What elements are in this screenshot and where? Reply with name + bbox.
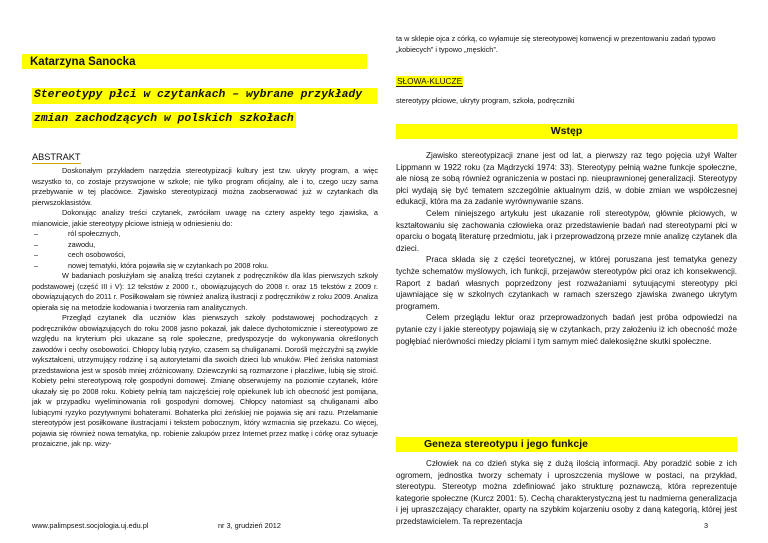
body-paragraph: Celem przeglądu lektur oraz przeprowadzonych badań jest próba odpowiedzi na pytanie czy i jakie stereotypy pojawiają się w czytankach, przy założeniu iż ich obecność może pogłębiać nierówności miedzy płciami i tym samym mieć dalekosiężne skutki społeczne.	[396, 313, 737, 346]
section-heading-genesis: Geneza stereotypu i jego funkcje	[396, 437, 737, 452]
body-paragraph: Zjawisko stereotypizacji znane jest od lat, a pierwszy raz tego pojęcia użył Walter Lippmann w 1922 roku (za Mądrzycki 1974: 33). Stereotypy pełnią ważne funkcje społeczne, ale niosą ze sobą również ograniczenia w postaci np. nieuprawnionej generalizacji. Stereotypy płci wydają się być tematem szczególnie aktualnym dziś, w dobie zmian we współczesnej edukacji, która ma za zadanie wyrównywanie szans.	[396, 151, 737, 207]
genesis-body	[396, 458, 737, 528]
footer-url: www.palimpsest.socjologia.uj.edu.pl	[32, 521, 149, 530]
abstract-paragraph: Doskonałym przykładem narzędzia stereotypizacji kultury jest tzw. ukryty program, a więc wszystko to, co zostaje przyswojone w szkole; nie tylko program oficjalny, ale i to, czego uczy sama przebywanie w tej placówce. Zjawisko stereotypizacji można zaobserwować już w czytankach dla pierwszoklasistów.	[32, 166, 378, 207]
body-paragraph: Celem niniejszego artykułu jest ukazanie roli stereotypów, głównie płciowych, w kształtowaniu się zachowania człowieka oraz przedstawienie badań nad stereotypami płci w oparciu o bogatą literaturę przedmiotu, jak i przeprowadzoną przeze mnie analizę czytanek dla dzieci.	[396, 208, 737, 253]
list-item: – ról społecznych,	[32, 229, 378, 240]
footer-issue: nr 3, grudzień 2012	[218, 521, 281, 530]
keywords-heading: SŁOWA-KLUCZE	[397, 76, 463, 86]
abstract-paragraph: Przegląd czytanek dla uczniów klas pierwszych szkoły podstawowej pochodzących z podręczników obowiązujących do roku 2008 jasno pokazał, jak dalece dychotomicznie i stereotypowo ze względu na kryterium płci ukazane są role społeczne, predyspozycje do wykonywania określonych zawodów i cechy osobowości. Chłopcy lubią ryzyko, czasem są chuliganami. Dorośli mężczyźni są zwykle wykształceni, utrzymujący rodzinę i są autorytetami dla swoich dzieci lub wnuków. Płeć żeńska natomiast przedstawiona jest w sposób mniej zróżnicowany. Dziewczynki są rozmarzone i płaczliwe, lubią się stroić. Kobiety pełni stereotypową rolę gospodyni domowej. Zmianę obserwujemy na poziomie czytanek, które ukazały się po 2008 roku. Kobiety pełnią tam najczęściej rolę opiekunek lub ich obecność jest pomijana, jak w przypadku wyeliminowania roli gospodyni domowej. Chłopcy natomiast są chuliganami albo lubiącymi ryzyko pozytywnymi bohaterami. Bohaterka płci żeńskiej nie pojawia się ani razu. Przełamanie stereotypów jest posiłkowane ilustracjami i tekstem pobocznym, który wzmacnia się przekazu. Co więcej, pojawia się również nowa tematyka, np. robienie zakupów przez Internet przez matkę i córkę oraz sytuacje prozaiczne, jak np. wizy-	[32, 313, 378, 448]
section-heading-introduction: Wstęp	[396, 124, 737, 139]
abstract-continuation: ta w sklepie ojca z córką, co wyłamuje się stereotypowej konwencji w prezentowaniu zadań typowo „kobiecych” i typowo „męskich”.	[396, 34, 716, 54]
abstract-paragraph: W badaniach posłużyłam się analizą treści czytanek z podręczników dla klas pierwszych szkoły podstawowej (część III i V): 12 tekstów z 2000 r., obowiązujących do 2008 r. oraz 15 tekstów z 2009 r. obowiązujących do 2011 r. Posiłkowałam się również analizą ilustracji z podręczników z roku 2009. Analiza opierała się na metodzie kodowania i tworzenia ram analitycznych.	[32, 271, 378, 312]
abstract-heading: ABSTRAKT	[32, 152, 81, 162]
body-paragraph: Praca składa się z części teoretycznej, w której poruszana jest tematyka genezy tychże schematów myślowych, ich funkcji, przejawów stereotypów płci oraz ich konsekwencji. Raport z badań własnych poprzedzony jest rozważaniami sytuującymi stereotypy płci ujawniające się w szkolnych czytankach w ramach szerszego zjawiska zwanego ukrytym programem.	[396, 255, 737, 311]
aspects-list	[32, 229, 378, 271]
author-name: Katarzyna Sanocka	[22, 54, 367, 69]
abstract-body	[32, 166, 378, 450]
article-title-line-1: Stereotypy płci w czytankach – wybrane przykłady	[32, 88, 377, 104]
page-number: 3	[704, 521, 709, 530]
abstract-paragraph: Dokonując analizy treści czytanek, zwróciłam uwagę na cztery aspekty tego zjawiska, a mianowicie, jakie stereotypy płciowe istnieją w odniesieniu do:	[32, 208, 378, 228]
body-paragraph: Człowiek na co dzień styka się z dużą ilością informacji. Aby poradzić sobie z ich ogromem, jednostka tworzy schematy i uproszczenia myślowe w postaci, na przykład, stereotypu. Stereotyp można zdefiniować jako strukturę poznawczą, która reprezentuje kategorie społeczne (Kurcz 2001: 5). Cechą charakterystyczną jest tu nadmierna generalizacja i jej upraszczający charakter, oparty na szybkim kojarzeniu osoby z daną kategorią, której jest przedstawicielem. Ta reprezentacja	[396, 459, 737, 526]
list-item: – nowej tematyki, która pojawiła się w czytankach po 2008 roku.	[32, 261, 378, 272]
introduction-body	[396, 150, 737, 347]
article-title-line-2: zmian zachodzących w polskich szkołach	[32, 112, 296, 128]
list-item: – cech osobowości,	[32, 250, 378, 261]
list-item: – zawodu,	[32, 240, 378, 251]
keywords: stereotypy płciowe, ukryty program, szkoła, podręczniki	[396, 96, 575, 105]
